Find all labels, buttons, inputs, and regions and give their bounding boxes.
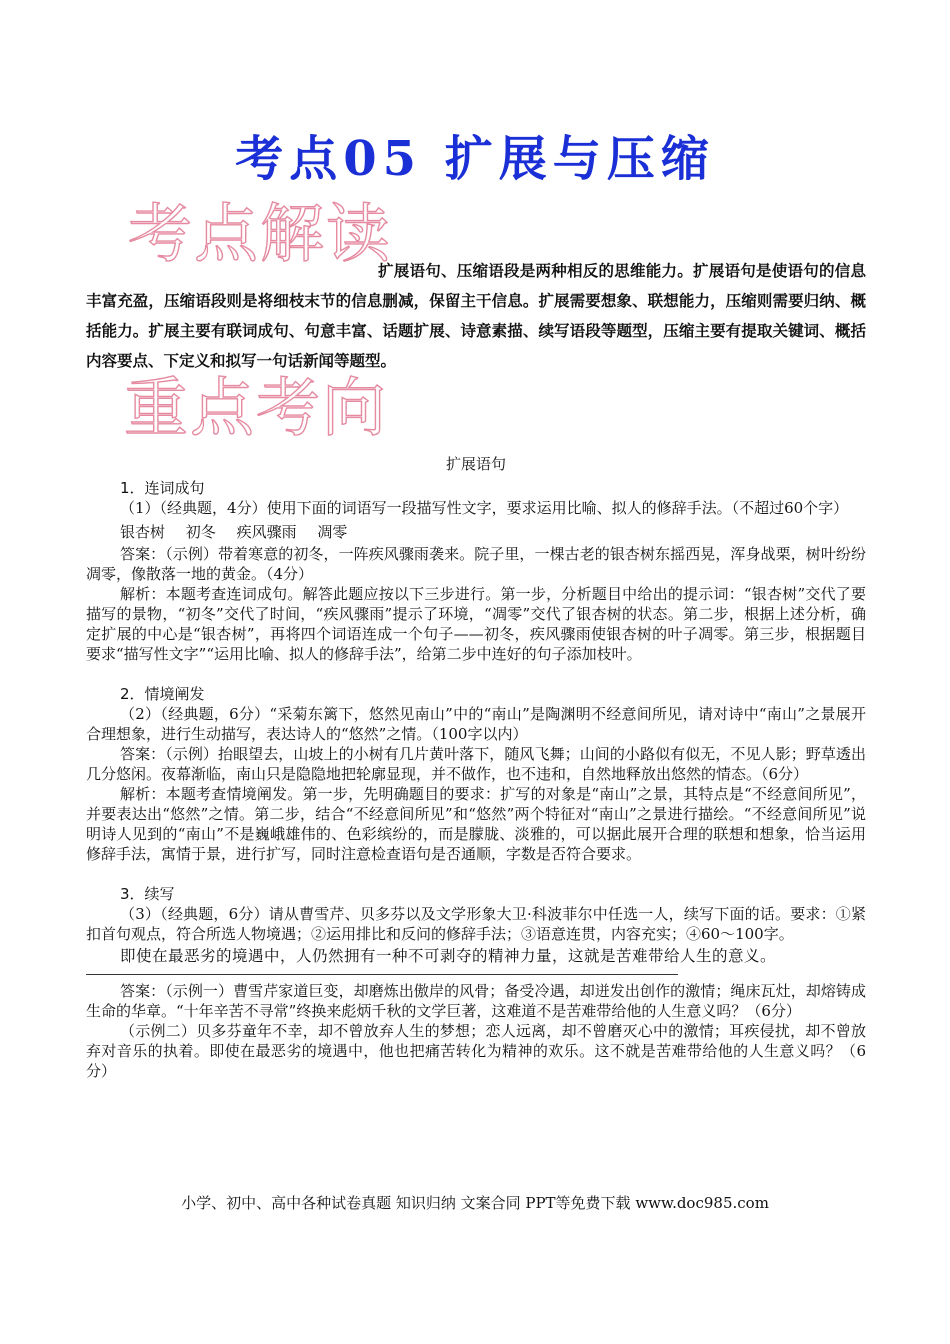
main-content <box>86 454 866 1081</box>
q2-analysis: 解析：本题考查情境阐发。第一步，先明确题目的要求：扩写的对象是“南山”之景，其特点是“不经意间所见”，并要表达出“悠然”之情。第二步，结合“不经意间所见”和“悠然”两个特征对“南山”之景进行描绘。“不经意间所见”说明诗人见到的“南山”不是巍峨雄伟的、色彩缤纷的，而是朦胧、淡雅的，可以据此展开合理的联想和想象，恰当运用修辞手法，寓情于景，进行扩写，同时注意检查语句是否通顺，字数是否符合要求。 <box>86 785 866 863</box>
heading-intro: 考点解读 <box>128 198 392 272</box>
q1-heading: 1．连词成句 <box>120 479 205 497</box>
page-footer: 小学、初中、高中各种试卷真题 知识归纳 文案合同 PPT等免费下载 www.doc985.com <box>181 1194 769 1212</box>
q1-word-list <box>86 522 866 542</box>
word-item: 初冬 <box>185 523 216 541</box>
q3-answer-1: 答案：（示例一）曹雪芹家道巨变，却磨炼出傲岸的风骨；备受冷遇，却迸发出创作的激情；绳床瓦灶，却熔铸成生命的华章。“十年辛苦不寻常”终换来彪炳千秋的文学巨著，这难道不是苦难带给他的人生意义吗？（6分） <box>86 982 866 1020</box>
section-title: 扩展语句 <box>445 455 506 473</box>
answer-blank-line <box>86 974 678 975</box>
q3-heading: 3．续写 <box>120 885 175 903</box>
q2-question: （2）（经典题，6分）“采菊东篱下，悠然见南山”中的“南山”是陶渊明不经意间所见，请对诗中“南山”之景展开合理想象，进行生动描写，表达诗人的“悠然”之情。（100字以内） <box>86 705 866 743</box>
word-item: 疾风骤雨 <box>236 523 297 541</box>
q3-question: （3）（经典题，6分）请从曹雪芹、贝多芬以及文学形象大卫·科波菲尔中任选一人，续写下面的话。要求：①紧扣首句观点，符合所选人物境遇；②运用排比和反问的修辞手法；③语意连贯，内容充实；④60～100字。 <box>86 905 866 943</box>
intro-paragraph: 扩展语句、压缩语段是两种相反的思维能力。扩展语句是使语句的信息丰富充盈，压缩语段则是将细枝末节的信息删减，保留主干信息。扩展需要想象、联想能力，压缩则需要归纳、概括能力。扩展主要有联词成句、句意丰富、话题扩展、诗意素描、续写语段等题型，压缩主要有提取关键词、概括内容要点、下定义和拟写一句话新闻等题型。 <box>86 262 866 370</box>
q1-analysis: 解析：本题考查连词成句。解答此题应按以下三步进行。第一步，分析题目中给出的提示词：“银杏树”交代了要描写的景物，“初冬”交代了时间，“疾风骤雨”提示了环境，“凋零”交代了银杏树的状态。第二步，根据上述分析，确定扩展的中心是“银杏树”，再将四个词语连成一个句子——初冬，疾风骤雨使银杏树的叶子凋零。第三步，根据题目要求“描写性文字”“运用比喻、拟人的修辞手法”，给第二步中连好的句子添加枝叶。 <box>86 585 866 663</box>
q2-answer: 答案：（示例）抬眼望去，山坡上的小树有几片黄叶落下，随风飞舞；山间的小路似有似无，不见人影；野草透出几分悠闲。夜幕渐临，南山只是隐隐地把轮廓显现，并不做作，也不违和，自然地释放出悠然的情态。（6分） <box>86 745 866 783</box>
q3-answer-2: （示例二）贝多芬童年不幸，却不曾放弃人生的梦想；恋人远离，却不曾磨灭心中的激情；耳疾侵扰，却不曾放弃对音乐的执着。即使在最恶劣的境遇中，他也把痛苦转化为精神的欢乐。这不就是苦难带给他的人生意义吗？（6分） <box>86 1022 866 1080</box>
q3-prompt-sentence: 即使在最恶劣的境遇中，人仍然拥有一种不可剥夺的精神力量，这就是苦难带给人生的意义。 <box>120 947 777 965</box>
word-item: 凋零 <box>317 523 348 541</box>
word-item: 银杏树 <box>120 523 166 541</box>
q1-answer: 答案：（示例）带着寒意的初冬，一阵疾风骤雨袭来。院子里，一棵古老的银杏树东摇西晃，浑身战栗，树叶纷纷凋零，像散落一地的黄金。（4分） <box>86 545 866 583</box>
q1-question: （1）（经典题，4分）使用下面的词语写一段描写性文字，要求运用比喻、拟人的修辞手法。（不超过60个字） <box>120 499 849 517</box>
page-title: 考点05 扩展与压缩 <box>235 131 715 187</box>
q2-heading: 2．情境阐发 <box>120 685 205 703</box>
heading-focus: 重点考向 <box>124 372 388 446</box>
